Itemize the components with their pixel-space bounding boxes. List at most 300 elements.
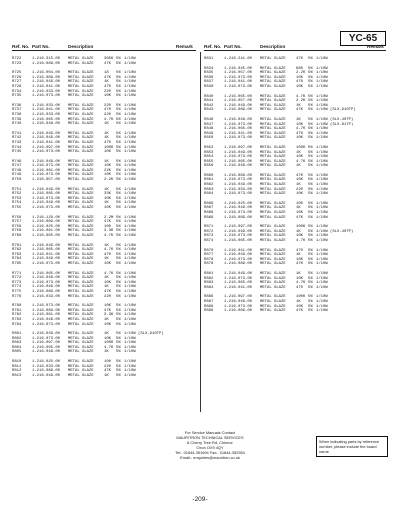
part-part: 1-216-089-00	[224, 309, 253, 314]
part-ref: R837	[204, 80, 214, 85]
part-tol: 5%	[116, 112, 121, 117]
part-desc: METAL GLAZE	[260, 262, 286, 267]
part-part: 1-216-065-00	[224, 281, 253, 286]
part-part: 1-216-073-00	[224, 257, 253, 262]
part-rem: (SLX-81TP)	[330, 122, 354, 127]
part-val: 220	[296, 187, 304, 192]
part-part: 1-216-057-00	[32, 178, 61, 183]
part-desc: METAL GLAZE	[68, 332, 94, 337]
part-val: 4.7K	[296, 127, 306, 132]
part-ref: R754	[12, 201, 22, 206]
part-desc: METAL GLAZE	[68, 322, 94, 327]
part-desc: METAL GLAZE	[260, 201, 286, 206]
part-ref: R840	[204, 94, 214, 99]
part-desc: METAL GLAZE	[68, 220, 94, 225]
part-desc: METAL GLAZE	[68, 313, 94, 318]
part-val: 10K	[104, 196, 112, 201]
part-val: 100	[104, 360, 112, 365]
part-watt: 1/10W	[124, 84, 136, 89]
part-tol: 5%	[308, 206, 313, 211]
part-ref: R781	[12, 308, 22, 313]
part-watt: 1/10W	[124, 89, 136, 94]
part-val: 4.7K	[296, 159, 306, 164]
part-part: 1-216-097-00	[32, 145, 61, 150]
part-tol: 5%	[308, 234, 313, 239]
part-val: 1K	[104, 257, 109, 262]
part-row	[204, 57, 394, 62]
part-desc: METAL GLAZE	[260, 187, 286, 192]
part-ref: R745	[12, 150, 22, 155]
part-ref: R889	[204, 309, 214, 314]
part-watt: 1/10W	[316, 75, 328, 80]
part-val: 1K	[296, 117, 301, 122]
part-watt: 1/10W	[316, 234, 328, 239]
part-tol: 5%	[308, 304, 313, 309]
part-desc: METAL GLAZE	[260, 122, 286, 127]
part-val: 100K	[296, 225, 306, 230]
part-watt: 1/10W	[124, 257, 136, 262]
part-val: 18	[104, 71, 109, 76]
part-watt: 1/10W	[124, 234, 136, 238]
header-rule-right	[204, 50, 386, 51]
part-desc: METAL GLAZE	[260, 309, 286, 314]
part-row	[204, 192, 394, 197]
part-part: 1-216-049-00	[224, 164, 253, 169]
part-desc: METAL GLAZE	[68, 75, 94, 80]
part-ref: R759	[12, 229, 22, 234]
part-val: 10K	[104, 336, 112, 341]
part-ref: R867	[204, 206, 214, 211]
contact-line: Oxon OX9 4QY	[196, 445, 224, 450]
part-rem: (SLX-40TP)	[330, 117, 354, 122]
part-watt: 1/10W	[316, 239, 328, 243]
part-val: 10K	[296, 155, 304, 160]
part-watt: 1/10W	[316, 281, 328, 286]
part-tol: 5%	[116, 89, 121, 94]
part-ref: R862	[204, 183, 214, 188]
part-ref: R739	[12, 117, 22, 122]
part-tol: 5%	[308, 173, 313, 178]
part-ref: R883	[204, 281, 214, 286]
part-desc: METAL GLAZE	[68, 234, 94, 238]
part-tol: 5%	[116, 196, 121, 201]
part-ref: R727	[12, 80, 22, 85]
part-part: 1-216-097-00	[224, 145, 253, 150]
part-part: 1-216-089-00	[32, 61, 61, 66]
part-tol: 5%	[116, 294, 121, 299]
part-val: 1K	[104, 136, 109, 141]
part-val: 1K	[296, 253, 301, 258]
part-val: 1K	[296, 271, 301, 276]
part-watt: 1/10W	[124, 136, 136, 141]
part-part: 1-216-049-00	[224, 150, 253, 155]
part-ref: R748	[12, 168, 22, 173]
part-part: 1-216-049-00	[224, 103, 253, 108]
part-watt: 1/10W	[316, 136, 328, 141]
part-part: 1-216-049-00	[32, 80, 61, 85]
contact-line: MAURITRON TECHNICAL SERVICES	[176, 435, 244, 440]
part-part: 1-216-033-00	[32, 89, 61, 94]
part-desc: METAL GLAZE	[68, 257, 94, 262]
part-val: 10K	[296, 122, 304, 127]
part-tol: 5%	[116, 289, 121, 294]
part-desc: METAL GLAZE	[68, 369, 94, 374]
part-watt: 1/10W	[316, 155, 328, 160]
part-desc: METAL GLAZE	[68, 201, 94, 206]
part-tol: 5%	[116, 248, 121, 253]
part-val: 47K	[104, 61, 112, 66]
part-val: 470	[296, 131, 304, 136]
part-group	[12, 244, 202, 267]
part-desc: METAL GLAZE	[68, 192, 94, 197]
part-ref: R812	[12, 369, 22, 374]
part-watt: 1/10W	[124, 364, 136, 369]
part-part: 1-216-049-00	[32, 285, 61, 290]
part-row	[12, 234, 202, 239]
part-tol: 5%	[116, 140, 121, 145]
part-tol: 5%	[116, 280, 121, 285]
part-part: 1-216-073-00	[32, 261, 61, 266]
part-val: 4.7K	[296, 239, 306, 243]
parts-column-right	[204, 57, 394, 319]
part-watt: 1/10W	[316, 248, 328, 253]
part-watt: 1/10W	[316, 253, 328, 258]
part-val: 47K	[104, 220, 112, 225]
part-tol: 5%	[308, 99, 313, 104]
part-group	[12, 304, 202, 327]
part-ref: R877	[204, 253, 214, 258]
part-watt: 1/10W	[124, 304, 136, 309]
part-part: 1-216-241-00	[224, 57, 253, 61]
part-part: 1-216-073-00	[32, 280, 61, 285]
part-part: 1-216-073-00	[32, 322, 61, 327]
part-tol: 5%	[116, 220, 121, 225]
part-watt: 1/10W	[316, 117, 328, 122]
part-part: 1-216-049-00	[224, 271, 253, 276]
part-tol: 5%	[308, 122, 313, 127]
part-val: 1K	[104, 122, 109, 127]
part-desc: METAL GLAZE	[260, 276, 286, 281]
part-desc: METAL GLAZE	[260, 281, 286, 286]
part-desc: METAL GLAZE	[68, 206, 94, 211]
part-ref: R863	[204, 187, 214, 192]
part-watt: 1/10W	[124, 369, 136, 374]
part-ref: R841	[204, 99, 214, 104]
part-part: 1-216-041-00	[32, 84, 61, 89]
part-group	[12, 272, 202, 300]
part-val: 1K	[104, 80, 109, 85]
part-tol: 5%	[116, 360, 121, 365]
part-desc: METAL GLAZE	[68, 178, 94, 183]
part-ref: R736	[12, 103, 22, 108]
part-tol: 5%	[308, 57, 313, 61]
part-tol: 5%	[116, 103, 121, 108]
part-desc: METAL GLAZE	[260, 66, 286, 71]
part-tol: 5%	[308, 257, 313, 262]
part-ref: R783	[12, 317, 22, 322]
part-desc: METAL GLAZE	[68, 84, 94, 89]
part-watt: 1/10W	[316, 183, 328, 188]
part-tol: 5%	[116, 224, 121, 229]
part-val: 4.7K	[296, 281, 306, 286]
part-watt: 1/10W	[316, 229, 328, 234]
part-val: 1K	[104, 201, 109, 206]
part-val: 1K	[104, 243, 109, 248]
part-part: 1-216-073-00	[224, 234, 253, 239]
part-desc: METAL GLAZE	[68, 360, 94, 365]
part-val: 10K	[296, 75, 304, 80]
part-watt: 1/10W	[316, 103, 328, 108]
part-tol: 5%	[308, 150, 313, 155]
part-part: 1-216-073-00	[224, 136, 253, 141]
part-group	[204, 146, 394, 169]
part-tol: 5%	[308, 183, 313, 188]
part-val: 47K	[104, 369, 112, 374]
part-part: 1-216-033-00	[32, 294, 61, 299]
part-watt: 1/10W	[124, 220, 136, 225]
part-tol: 5%	[308, 271, 313, 276]
part-ref: R803	[12, 341, 22, 346]
part-watt: 1/10W	[124, 360, 136, 365]
part-part: 1-216-049-00	[32, 350, 61, 355]
part-tol: 5%	[116, 308, 121, 313]
part-part: 1-216-025-00	[32, 360, 61, 365]
part-part: 1-216-041-00	[224, 248, 253, 253]
part-tol: 5%	[308, 225, 313, 230]
part-desc: METAL GLAZE	[260, 164, 286, 169]
part-val: 10K	[104, 280, 112, 285]
part-val: 10K	[296, 84, 304, 89]
part-desc: METAL GLAZE	[68, 345, 94, 350]
part-watt: 1/10W	[316, 131, 328, 136]
part-tol: 5%	[116, 304, 121, 309]
part-row	[204, 286, 394, 291]
part-row	[12, 150, 202, 155]
model-number: YC-65	[340, 31, 386, 46]
part-rem: (SLX-910TP)	[330, 108, 356, 113]
part-part: 1-216-073-00	[224, 178, 253, 183]
part-group	[12, 188, 202, 211]
part-watt: 1/10W	[316, 150, 328, 155]
part-val: 47K	[296, 173, 304, 178]
part-watt: 1/10W	[124, 332, 136, 337]
part-part: 1-216-065-00	[32, 271, 61, 276]
part-watt: 1/10W	[124, 103, 136, 108]
part-ref: R836	[204, 75, 214, 80]
part-desc: METAL GLAZE	[68, 280, 94, 285]
part-val: 10K	[104, 164, 112, 169]
part-tol: 5%	[116, 61, 121, 66]
part-desc: METAL GLAZE	[68, 61, 94, 66]
part-watt: 1/10W	[124, 192, 136, 197]
part-part: 1-216-065-00	[224, 239, 253, 243]
part-tol: 5%	[308, 164, 313, 169]
part-watt: 1/10W	[316, 201, 328, 206]
part-watt: 1/10W	[124, 294, 136, 299]
part-tol: 5%	[116, 178, 121, 183]
part-val: 47K	[104, 75, 112, 80]
part-desc: METAL GLAZE	[68, 89, 94, 94]
part-watt: 1/10W	[316, 276, 328, 281]
part-desc: METAL GLAZE	[68, 136, 94, 141]
part-val: 1K	[104, 187, 109, 192]
part-ref: R831	[204, 57, 214, 61]
part-rem: (SLX-910TP)	[138, 332, 164, 337]
part-part: 1-216-041-00	[224, 285, 253, 290]
part-watt: 1/10W	[124, 345, 136, 350]
part-watt: 1/10W	[124, 196, 136, 201]
part-desc: METAL GLAZE	[260, 150, 286, 155]
part-val: 220	[104, 112, 112, 117]
part-part: 1-216-073-00	[32, 206, 61, 211]
part-val: 470	[296, 57, 304, 61]
part-watt: 1/10W	[124, 308, 136, 313]
part-ref: R881	[204, 271, 214, 276]
part-part: 1-216-049-00	[32, 159, 61, 164]
part-ref: R728	[12, 84, 22, 89]
part-val: 1K	[296, 164, 301, 169]
part-tol: 5%	[116, 252, 121, 257]
part-row	[12, 178, 202, 183]
part-val: 2.2K	[296, 71, 306, 76]
part-group	[12, 360, 202, 378]
part-ref: R871	[204, 225, 214, 230]
header-remark-left: Remark	[176, 44, 193, 49]
part-part: 1-216-097-00	[224, 225, 253, 230]
part-ref: R882	[204, 276, 214, 281]
part-watt: 1/10W	[316, 71, 328, 76]
part-tol: 5%	[308, 108, 313, 113]
part-desc: METAL GLAZE	[260, 234, 286, 239]
part-part: 1-216-065-00	[32, 234, 61, 238]
part-watt: 1/10W	[316, 257, 328, 262]
part-tol: 5%	[116, 117, 121, 122]
part-ref: R780	[12, 304, 22, 309]
part-ref: R852	[204, 145, 214, 150]
part-row	[12, 350, 202, 355]
part-watt: 1/10W	[316, 94, 328, 99]
part-watt: 1/10W	[316, 159, 328, 164]
part-tol: 5%	[308, 201, 313, 206]
part-val: 100	[296, 201, 304, 206]
part-desc: METAL GLAZE	[260, 285, 286, 290]
part-group	[12, 71, 202, 99]
part-tol: 5%	[116, 261, 121, 266]
part-watt: 1/10W	[316, 309, 328, 314]
part-val: 1K	[296, 229, 301, 234]
part-ref: R762	[12, 248, 22, 253]
part-desc: METAL GLAZE	[68, 215, 94, 220]
part-ref: R888	[204, 304, 214, 309]
part-ref: R850	[204, 136, 214, 141]
part-val: 470	[104, 252, 112, 257]
part-watt: 1/10W	[316, 122, 328, 127]
part-val: 1K	[104, 159, 109, 164]
part-tol: 5%	[116, 373, 121, 378]
part-desc: METAL GLAZE	[260, 229, 286, 234]
part-group	[204, 67, 394, 90]
part-part: 1-216-073-00	[224, 304, 253, 309]
part-ref: R764	[12, 257, 22, 262]
header-part-no-right: Part No.	[224, 44, 242, 49]
part-desc: METAL GLAZE	[68, 289, 94, 294]
part-ref: R887	[204, 299, 214, 304]
part-desc: METAL GLAZE	[260, 75, 286, 80]
part-tol: 5%	[116, 350, 121, 355]
part-watt: 1/10W	[124, 289, 136, 294]
part-tol: 5%	[116, 75, 121, 80]
part-val: 10K	[296, 211, 304, 216]
part-ref: R834	[204, 66, 214, 71]
part-part: 1-216-073-00	[224, 276, 253, 281]
part-ref: R751	[12, 187, 22, 192]
part-row	[12, 94, 202, 99]
part-row	[204, 108, 394, 113]
part-desc: METAL GLAZE	[68, 308, 94, 313]
part-watt: 1/10W	[316, 304, 328, 309]
part-desc: METAL GLAZE	[260, 257, 286, 262]
part-desc: METAL GLAZE	[260, 248, 286, 253]
part-group	[204, 57, 394, 62]
part-tol: 5%	[116, 317, 121, 322]
part-val: 47K	[104, 308, 112, 313]
part-val: 100K	[296, 295, 306, 300]
part-ref: R776	[12, 294, 22, 299]
part-watt: 1/10W	[316, 178, 328, 183]
part-val: 10K	[104, 322, 112, 327]
part-tol: 5%	[308, 94, 313, 99]
part-part: 1-216-073-00	[32, 94, 61, 99]
part-ref: R735	[12, 94, 22, 99]
part-part: 1-216-033-00	[32, 103, 61, 108]
part-watt: 1/10W	[316, 211, 328, 216]
part-ref: R753	[12, 196, 22, 201]
part-watt: 1/10W	[124, 57, 136, 61]
part-watt: 1/10W	[124, 350, 136, 355]
part-tol: 5%	[116, 332, 121, 337]
part-watt: 1/10W	[124, 248, 136, 253]
part-ref: R774	[12, 285, 22, 290]
part-desc: METAL GLAZE	[68, 150, 94, 155]
part-val: 470	[104, 140, 112, 145]
part-tol: 5%	[116, 257, 121, 262]
part-watt: 1/10W	[124, 243, 136, 248]
part-desc: METAL GLAZE	[260, 211, 286, 216]
part-desc: METAL GLAZE	[68, 261, 94, 266]
part-watt: 1/10W	[124, 373, 136, 378]
part-part: 1-216-049-00	[32, 122, 61, 127]
part-watt: 1/10W	[316, 173, 328, 178]
part-part: 1-216-049-00	[32, 243, 61, 248]
part-tol: 5%	[308, 309, 313, 314]
part-desc: METAL GLAZE	[68, 94, 94, 99]
part-part: 1-216-025-00	[32, 224, 61, 229]
part-ref: R758	[12, 224, 22, 229]
part-part: 1-216-129-00	[32, 215, 61, 220]
part-desc: METAL GLAZE	[68, 71, 94, 76]
part-desc: METAL GLAZE	[260, 131, 286, 136]
part-val: 4.7K	[104, 117, 114, 122]
part-watt: 1/10W	[124, 252, 136, 257]
part-watt: 1/10W	[124, 173, 136, 178]
part-part: 1-216-049-00	[32, 257, 61, 262]
part-tol: 5%	[116, 164, 121, 169]
ordering-notice: When indicating parts by reference number, please include the board name.	[316, 436, 388, 457]
part-part: 1-216-065-00	[224, 94, 253, 99]
part-tol: 5%	[308, 192, 313, 197]
part-watt: 1/10W	[316, 99, 328, 104]
part-ref: R750	[12, 178, 22, 183]
